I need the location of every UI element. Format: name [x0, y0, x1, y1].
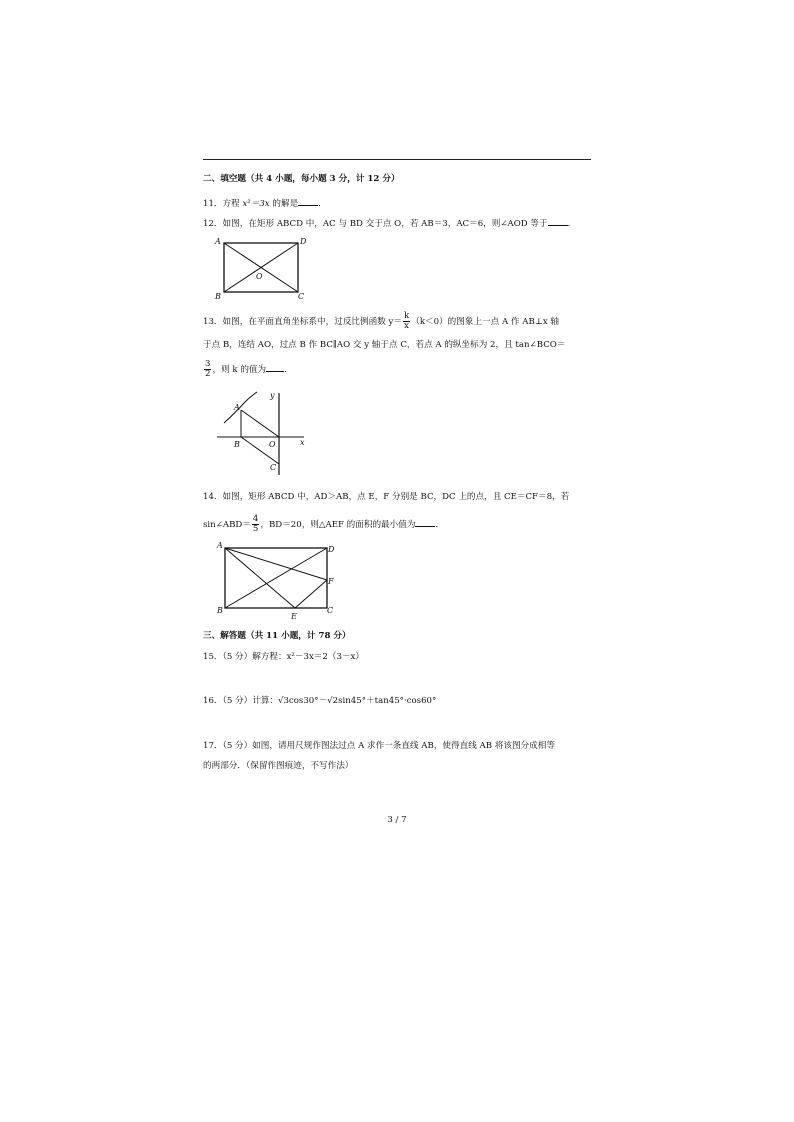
- q14-label-a: A: [217, 541, 223, 550]
- question-17-line1: 17．（5 分）如图，请用尺规作图法过点 A 求作一条直线 AB，使得直线 AB 将该图分成相等: [203, 741, 555, 751]
- question-15: 15．（5 分）解方程：x²－3x＝2（3－x）: [203, 652, 364, 662]
- q14-text-a: sin∠ABD＝: [203, 520, 251, 530]
- q14-text-b: ，BD＝20，则△AEF 的面积的最小值为: [260, 520, 416, 530]
- question-13-line1: [203, 312, 559, 331]
- q14-label-d: D: [328, 545, 335, 554]
- q13-label-c: C: [270, 463, 277, 472]
- q13-fraction-k-over-x: [403, 312, 410, 331]
- q13-label-b: B: [234, 440, 240, 449]
- q13-label-o: O: [269, 440, 276, 449]
- q11-suffix: 的解是: [269, 199, 299, 209]
- q14-answer-blank[interactable]: [415, 517, 435, 527]
- q11-equation: x²＝3x: [242, 199, 270, 209]
- q14-fraction-4-over-5: [252, 515, 259, 534]
- q12-label-a: A: [215, 237, 221, 246]
- q14-diagonal-bd: [225, 548, 327, 608]
- q13-answer-blank[interactable]: [266, 362, 284, 372]
- q13-frac-num: k: [404, 311, 410, 321]
- q13-text-b: （k＜0）的图象上一点 A 作 AB⊥x 轴: [411, 317, 560, 327]
- q12-answer-blank[interactable]: [548, 216, 568, 226]
- q11-answer-blank[interactable]: [298, 196, 318, 206]
- section-heading-fill-in: 二、填空题（共 4 小题，每小题 3 分，计 12 分）: [203, 174, 400, 184]
- section-heading-answer: 三、解答题（共 11 小题，计 78 分）: [203, 631, 351, 641]
- question-11: 11．方程 x²＝3x 的解是 ．: [203, 196, 327, 210]
- question-17-line2: 的两部分．（保留作图痕迹，不写作法）: [203, 761, 354, 771]
- q13-label-a: A: [234, 403, 240, 412]
- q13-label-x: x: [300, 438, 305, 447]
- page-number: 3 / 7: [387, 815, 407, 825]
- question-16: 16．（5 分）计算：√3cos30°－√2sin45°＋tan45°·cos60°: [203, 696, 437, 706]
- q12-label-d: D: [300, 237, 307, 246]
- q14-label-b: B: [217, 606, 223, 615]
- q12-label-c: C: [298, 292, 305, 301]
- q13-frac-den: x: [404, 321, 410, 331]
- q13-label-y: y: [270, 391, 275, 400]
- q14-label-c: C: [327, 606, 334, 615]
- q13-frac2-den: 2: [205, 369, 211, 379]
- q14-label-e: E: [291, 612, 297, 621]
- q14-segment-ae: [225, 548, 295, 608]
- q12-text: 12．如图，在矩形 ABCD 中，AC 与 BD 交于点 O，若 AB＝3，AC＝6，则∠AOD 等于: [203, 219, 548, 229]
- q12-rectangle-figure: [215, 236, 315, 302]
- q14-segment-ef: [295, 580, 327, 608]
- q12-label-b: B: [215, 292, 221, 301]
- question-14-line2: sin∠ABD＝ $\frac{4}{5}$ ，BD＝20，则△AEF 的面积的最小值为 ．: [203, 514, 445, 534]
- q13-text-a: 13．如图，在平面直角坐标系中，过反比例函数 y＝: [203, 317, 402, 327]
- question-14-line1: 14．如图，矩形 ABCD 中，AD＞AB，点 E，F 分别是 BC，DC 上的点，且 CE＝CF＝8，若: [203, 492, 570, 502]
- q13-coordinate-figure: [212, 390, 312, 482]
- question-13-line3: $\frac{3}{2}$ ，则 k 的值为 ．: [205, 359, 293, 379]
- question-13-line2: 于点 B，连结 AO，过点 B 作 BC∥AO 交 y 轴于点 C，若点 A 的纵坐标为 2，且 tan∠BCO＝: [203, 340, 566, 350]
- q14-frac-den: 5: [252, 524, 259, 534]
- top-rule: [203, 159, 591, 160]
- q14-segment-af: [225, 548, 327, 580]
- q13-text-c: ，则 k 的值为: [212, 365, 267, 375]
- q11-prefix: 11．方程: [203, 199, 243, 209]
- q14-frac-num: 4: [252, 514, 259, 524]
- q13-segment-ao: [241, 410, 279, 437]
- q13-fraction-3-over-2: [204, 360, 211, 379]
- question-12: 12．如图，在矩形 ABCD 中，AC 与 BD 交于点 O，若 AB＝3，AC＝6，则∠AOD 等于 ．: [203, 216, 576, 230]
- q14-label-f: F: [328, 577, 334, 586]
- q12-label-o: O: [256, 272, 263, 281]
- q14-rectangle-figure: [215, 540, 340, 622]
- q13-frac2-num: 3: [205, 359, 211, 369]
